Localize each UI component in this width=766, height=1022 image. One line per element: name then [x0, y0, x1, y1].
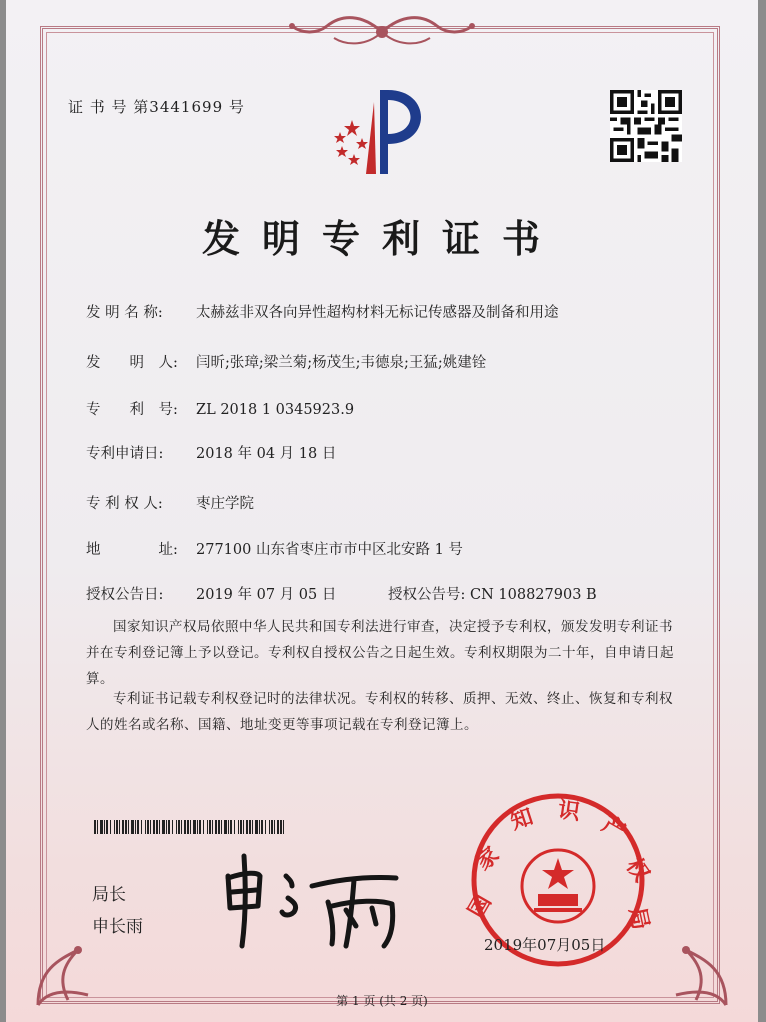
svg-text:产: 产	[597, 811, 630, 845]
application-date-label: 专利申请日:	[86, 446, 164, 462]
patent-number-value: ZL 2018 1 0345923.9	[196, 402, 355, 418]
invention-name-row	[86, 301, 559, 322]
svg-text:识: 识	[556, 796, 582, 826]
address-value: 277100 山东省枣庄市市中区北安路 1 号	[196, 542, 463, 558]
patentee-value: 枣庄学院	[196, 496, 254, 512]
grant-date-row	[86, 583, 336, 604]
application-date-row	[86, 442, 336, 463]
patentee-row	[86, 492, 254, 513]
inventors-label: 发 明 人:	[86, 355, 178, 371]
seal-date: 2019年07月05日	[484, 936, 606, 954]
barcode-icon	[94, 820, 284, 834]
inventors-row	[86, 351, 486, 372]
director-title: 局长	[92, 885, 126, 905]
grant-number-value: CN 108827903 B	[470, 587, 597, 603]
grant-number-label: 授权公告号:	[388, 587, 466, 603]
legal-status-paragraph: 专利证书记载专利权登记时的法律状况。专利权的转移、质押、无效、终止、恢复和专利权人的姓名或名称、国籍、地址变更等事项记载在专利登记簿上。	[86, 691, 673, 733]
invention-name-label: 发 明 名 称:	[86, 305, 163, 321]
svg-text:知: 知	[507, 803, 537, 836]
invention-name-value: 太赫兹非双各向异性超构材料无标记传感器及制备和用途	[196, 305, 559, 321]
address-row	[86, 538, 463, 559]
director-signature	[216, 846, 416, 956]
svg-text:局: 局	[623, 905, 654, 933]
address-label: 地 址:	[86, 542, 178, 558]
application-date-value: 2018 年 04 月 18 日	[196, 446, 337, 462]
svg-text:权: 权	[620, 853, 655, 887]
patent-office-logo-icon	[322, 82, 432, 182]
grant-date-value: 2019 年 07 月 05 日	[196, 587, 337, 603]
certificate-sheet	[6, 0, 758, 1022]
svg-text:国: 国	[463, 890, 497, 923]
patent-number-row	[86, 398, 354, 419]
grant-date-label: 授权公告日:	[86, 587, 164, 603]
inventors-value: 闫昕;张璋;梁兰菊;杨茂生;韦德泉;王猛;姚建铨	[196, 355, 487, 371]
patentee-label: 专 利 权 人:	[86, 496, 163, 512]
grant-number-row	[388, 583, 597, 604]
page-indicator: 第 1 页 (共 2 页)	[336, 994, 428, 1008]
certificate-title: 发明专利证书	[201, 216, 562, 261]
patent-number-label: 专 利 号:	[86, 402, 178, 418]
svg-text:家: 家	[470, 841, 505, 876]
grant-statement-paragraph: 国家知识产权局依照中华人民共和国专利法进行审查，决定授予专利权，颁发发明专利证书并在专利登记簿上予以登记。专利权自授权公告之日起生效。专利权期限为二十年，自申请日起算。	[86, 619, 674, 687]
certificate-number: 证 书 号 第3441699 号	[68, 98, 245, 116]
director-name: 申长雨	[92, 917, 143, 937]
top-ornament	[272, 12, 492, 52]
qr-code-icon	[610, 90, 682, 162]
